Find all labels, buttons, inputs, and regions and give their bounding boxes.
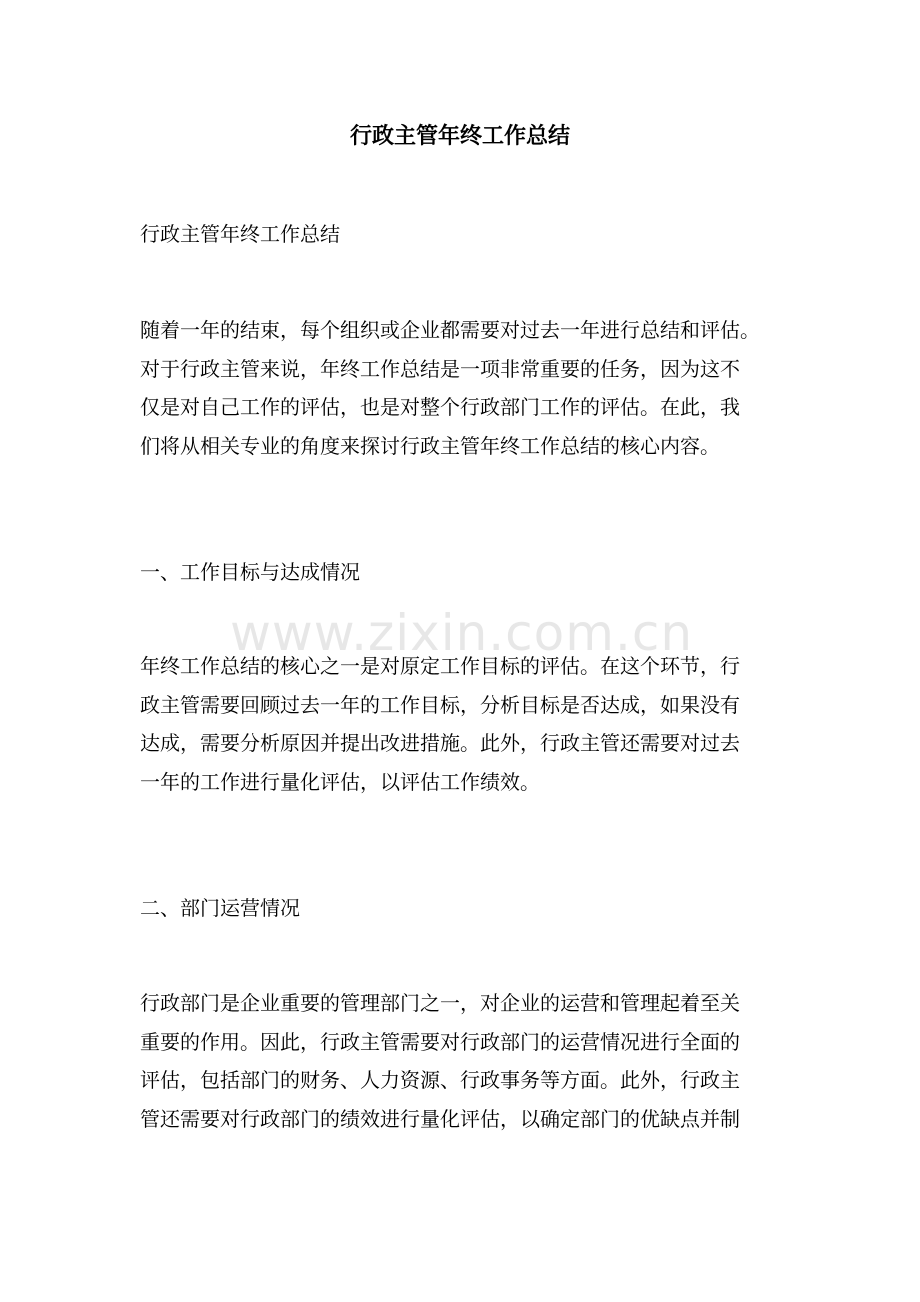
intro-line: 们将从相关专业的角度来探讨行政主管年终工作总结的核心内容。	[140, 433, 720, 458]
section2-paragraph	[140, 984, 785, 1138]
section1-heading: 一、工作目标与达成情况	[140, 560, 360, 584]
intro-line: 随着一年的结束，每个组织或企业都需要对过去一年进行总结和评估。	[140, 318, 760, 342]
section1-line: 一年的工作进行量化评估，以评估工作绩效。	[140, 769, 540, 794]
intro-paragraph	[140, 311, 785, 465]
watermark: www.zixin.com.cn	[230, 604, 694, 662]
section2-line: 评估，包括部门的财务、人力资源、行政事务等方面。此外，行政主	[140, 1068, 740, 1092]
section1-line: 年终工作总结的核心之一是对原定工作目标的评估。在这个环节，行	[140, 654, 740, 678]
section1-line: 达成，需要分析原因并提出改进措施。此外，行政主管还需要对过去	[140, 731, 740, 755]
intro-line: 仅是对自己工作的评估，也是对整个行政部门工作的评估。在此，我	[140, 395, 740, 419]
section2-line: 行政部门是企业重要的管理部门之一，对企业的运营和管理起着至关	[140, 991, 740, 1015]
section2-line: 管还需要对行政部门的绩效进行量化评估，以确定部门的优缺点并制	[140, 1106, 740, 1131]
document-title: 行政主管年终工作总结	[349, 123, 570, 149]
intro-line: 对于行政主管来说，年终工作总结是一项非常重要的任务，因为这不	[140, 356, 740, 381]
section1-line: 政主管需要回顾过去一年的工作目标，分析目标是否达成，如果没有	[140, 692, 740, 717]
document-subtitle: 行政主管年终工作总结	[140, 222, 340, 246]
section2-line: 重要的作用。因此，行政主管需要对行政部门的运营情况进行全面的	[140, 1029, 740, 1054]
section1-paragraph	[140, 647, 785, 801]
section2-heading: 二、部门运营情况	[140, 896, 300, 920]
